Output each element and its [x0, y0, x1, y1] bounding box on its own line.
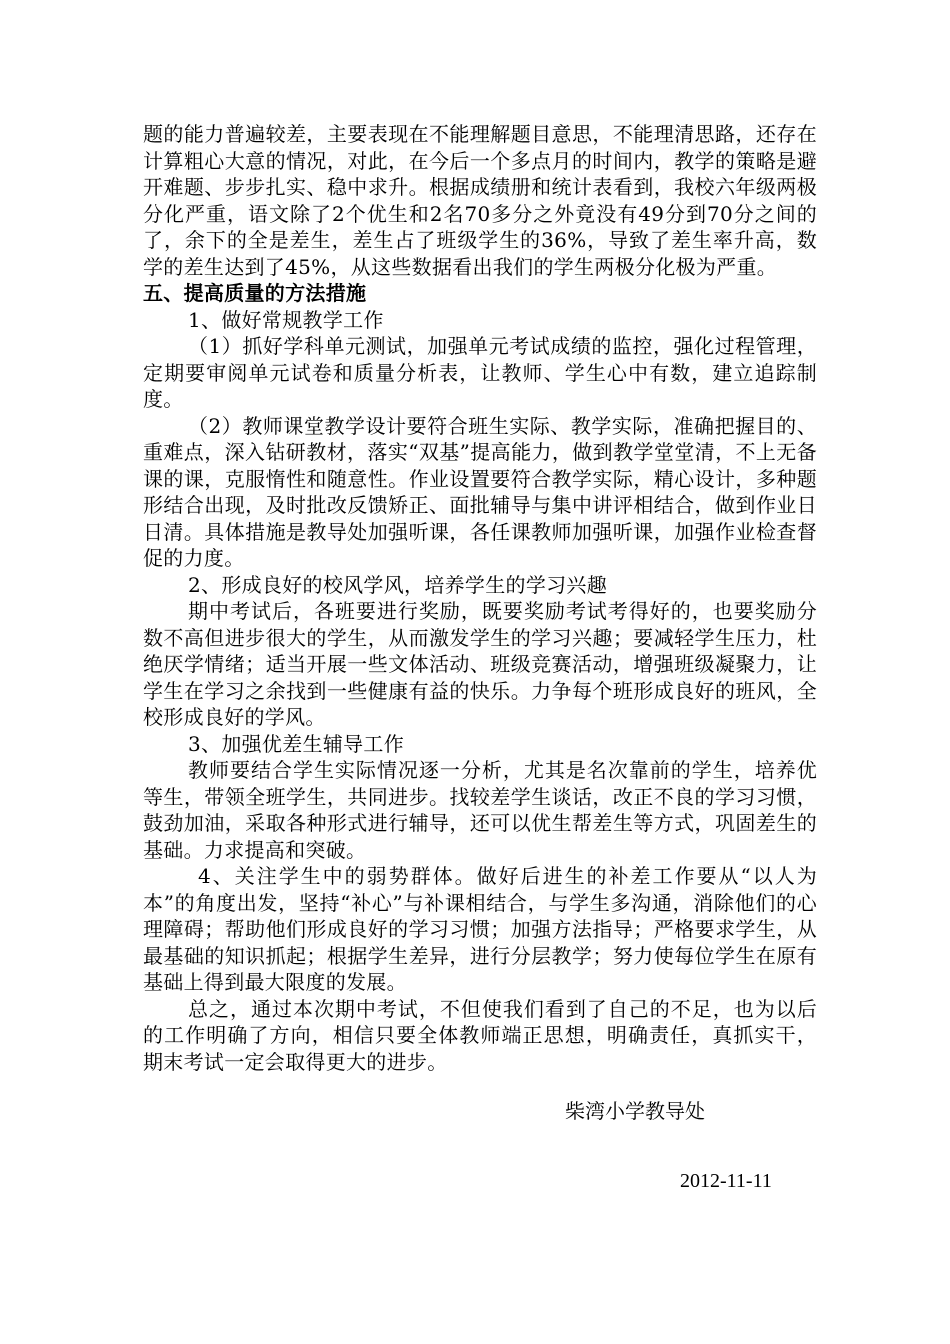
subheading-routine-teaching: 1、做好常规教学工作	[188, 307, 384, 332]
document-body	[143, 121, 817, 1075]
paragraph-unit-tests: （1）抓好学科单元测试，加强单元考试成绩的监控，强化过程管理，定期要审阅单元试卷和质量分析表，让教师、学生心中有数，建立追踪制度。	[143, 334, 817, 411]
section-heading: 五、提高质量的方法措施	[143, 281, 367, 305]
subheading-school-spirit: 2、形成良好的校风学风，培养学生的学习兴趣	[188, 572, 608, 597]
signature: 柴湾小学教导处	[565, 1099, 705, 1123]
paragraph-weak-students: 4、关注学生中的弱势群体。做好后进生的补差工作要从“以人为本”的角度出发，坚持“补心”与补课相结合，与学生多沟通，消除他们的心理障碍；帮助他们形成良好的学习习惯；加强方法指导；严格要求学生，从最基础的知识抓起；根据学生差异，进行分层教学；努力使每位学生在原有基础上得到最大限度的发展。	[143, 864, 817, 994]
paragraph-tutoring: 教师要结合学生实际情况逐一分析，尤其是名次靠前的学生，培养优等生，带领全班学生，共同进步。找较差学生谈话，改正不良的学习习惯，鼓劲加油，采取各种形式进行辅导，还可以优生帮差生等方式，巩固差生的基础。力求提高和突破。	[143, 758, 817, 862]
paragraph-lesson-design: （2）教师课堂教学设计要符合班生实际、教学实际，准确把握目的、重难点，深入钻研教材，落实“双基”提高能力，做到教学堂堂清，不上无备课的课，克服惰性和随意性。作业设置要符合教学实际，精心设计，多种题形结合出现，及时批改反馈矫正、面批辅导与集中讲评相结合，做到作业日日清。具体措施是教导处加强听课，各任课教师加强听课，加强作业检查督促的力度。	[143, 413, 817, 570]
paragraph-conclusion: 总之，通过本次期中考试，不但使我们看到了自己的不足，也为以后的工作明确了方向，相信只要全体教师端正思想，明确责任，真抓实干， 期末考试一定会取得更大的进步。	[143, 996, 817, 1074]
document-date: 2012-11-11	[680, 1170, 772, 1192]
subheading-tutoring: 3、加强优差生辅导工作	[188, 731, 405, 756]
paragraph-rewards: 期中考试后，各班要进行奖励，既要奖励考试考得好的，也要奖励分数不高但进步很大的学生，从而激发学生的学习兴趣；要减轻学生压力，杜绝厌学情绪；适当开展一些文体活动、班级竞赛活动，增强班级凝聚力，让学生在学习之余找到一些健康有益的快乐。力争每个班形成良好的班风，全校形成良好的学风。	[143, 599, 817, 729]
paragraph-analysis: 题的能力普遍较差，主要表现在不能理解题目意思，不能理清思路，还存在计算粗心大意的情况，对此，在今后一个多点月的时间内，教学的策略是避开难题、步步扎实、稳中求升。根据成绩册和统计表看到，我校六年级两极分化严重，语文除了2个优生和2名70多分之外竟没有49分到70分之间的了，余下的全是差生，差生占了班级学生的36%，导致了差生率升高，数学的差生达到了45%，从这些数据看出我们的学生两极分化极为严重。	[143, 122, 817, 279]
